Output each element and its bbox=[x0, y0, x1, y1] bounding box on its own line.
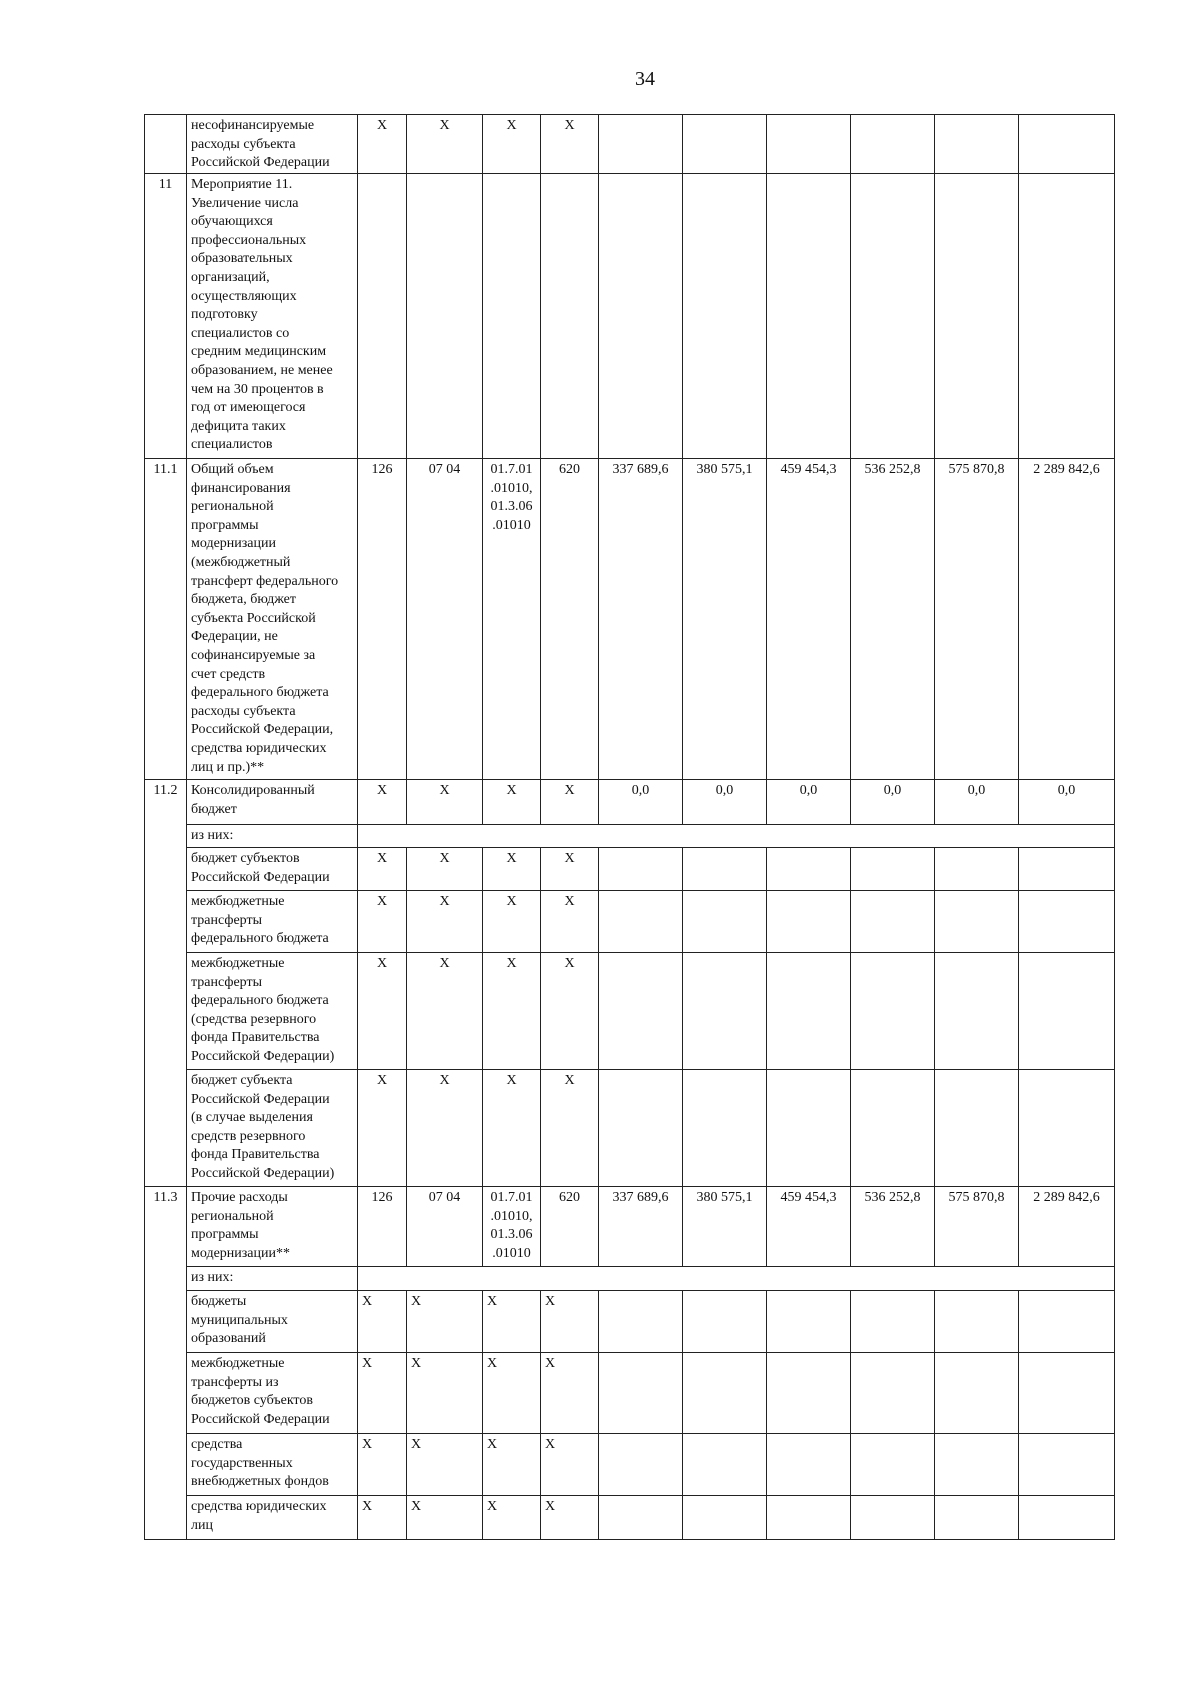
section-code-cell: X bbox=[407, 1070, 483, 1187]
year-1-cell: 0,0 bbox=[599, 780, 683, 825]
year-2-cell bbox=[683, 174, 767, 459]
year-4-cell: 536 252,8 bbox=[851, 459, 935, 780]
target-code-cell: X bbox=[483, 1353, 541, 1434]
year-4-cell bbox=[851, 174, 935, 459]
total-cell: 2 289 842,6 bbox=[1019, 1187, 1115, 1267]
section-code-cell: X bbox=[407, 780, 483, 825]
section-code-cell: X bbox=[407, 891, 483, 953]
expense-type-cell: X bbox=[541, 1353, 599, 1434]
table-row bbox=[145, 848, 1115, 891]
year-5-cell: 0,0 bbox=[935, 780, 1019, 825]
target-code-cell: X bbox=[483, 1434, 541, 1496]
admin-code-cell: X bbox=[358, 1353, 407, 1434]
target-code-cell: X bbox=[483, 115, 541, 174]
merged-empty-cell bbox=[358, 1267, 1115, 1291]
table-row bbox=[145, 1187, 1115, 1267]
admin-code-cell: X bbox=[358, 891, 407, 953]
section-code-cell: X bbox=[407, 953, 483, 1070]
year-4-cell: 536 252,8 bbox=[851, 1187, 935, 1267]
year-4-cell bbox=[851, 115, 935, 174]
year-4-cell: 0,0 bbox=[851, 780, 935, 825]
table-row bbox=[145, 891, 1115, 953]
merged-empty-cell bbox=[358, 825, 1115, 848]
target-code-cell: X bbox=[483, 848, 541, 891]
expense-type-cell: X bbox=[541, 115, 599, 174]
expense-type-cell: X bbox=[541, 1434, 599, 1496]
section-code-cell: X bbox=[407, 115, 483, 174]
expense-type-cell: X bbox=[541, 848, 599, 891]
expense-type-cell: X bbox=[541, 1070, 599, 1187]
section-code-cell: X bbox=[407, 1434, 483, 1496]
year-5-cell bbox=[935, 174, 1019, 459]
table-row bbox=[145, 1070, 1115, 1187]
table-row bbox=[145, 1267, 1115, 1291]
year-3-cell bbox=[767, 115, 851, 174]
table-row bbox=[145, 1291, 1115, 1353]
table-row bbox=[145, 115, 1115, 174]
row-number-cell: 11.1 bbox=[145, 459, 187, 780]
total-cell bbox=[1019, 115, 1115, 174]
target-code-cell: X bbox=[483, 1496, 541, 1540]
row-description: бюджет субъекта Российской Федерации (в случае выделения средств резервного фонда Правительства Российской Федерации) bbox=[187, 1070, 358, 1187]
expense-type-cell: X bbox=[541, 891, 599, 953]
table-row bbox=[145, 1496, 1115, 1540]
admin-code-cell: X bbox=[358, 1496, 407, 1540]
expense-type-cell: 620 bbox=[541, 1187, 599, 1267]
row-description: несофинансируемые расходы субъекта Российской Федерации bbox=[187, 115, 358, 174]
admin-code-cell bbox=[358, 174, 407, 459]
target-code-cell bbox=[483, 174, 541, 459]
section-code-cell: 07 04 bbox=[407, 1187, 483, 1267]
admin-code-cell: X bbox=[358, 115, 407, 174]
row-description: из них: bbox=[187, 825, 358, 848]
year-5-cell: 575 870,8 bbox=[935, 1187, 1019, 1267]
table-row bbox=[145, 825, 1115, 848]
row-description: из них: bbox=[187, 1267, 358, 1291]
year-5-cell: 575 870,8 bbox=[935, 459, 1019, 780]
section-code-cell: X bbox=[407, 1496, 483, 1540]
target-code-cell: 01.7.01 .01010, 01.3.06 .01010 bbox=[483, 459, 541, 780]
expense-type-cell: X bbox=[541, 780, 599, 825]
table-row bbox=[145, 780, 1115, 825]
section-code-cell: X bbox=[407, 1353, 483, 1434]
row-number-cell: 11.2 bbox=[145, 780, 187, 1187]
row-description: бюджет субъектов Российской Федерации bbox=[187, 848, 358, 891]
section-code-cell: X bbox=[407, 848, 483, 891]
year-1-cell: 337 689,6 bbox=[599, 459, 683, 780]
year-3-cell: 0,0 bbox=[767, 780, 851, 825]
row-description: Мероприятие 11. Увеличение числа обучающихся профессиональных образовательных организаций, осуществляющих подготовку специалистов со средним медицинским образованием, не менее чем на 30 процентов в год от имеющегося дефицита таких специалистов bbox=[187, 174, 358, 459]
expense-type-cell: X bbox=[541, 1291, 599, 1353]
row-number-cell: 11 bbox=[145, 174, 187, 459]
row-description: межбюджетные трансферты федерального бюджета bbox=[187, 891, 358, 953]
table-row bbox=[145, 174, 1115, 459]
total-cell: 0,0 bbox=[1019, 780, 1115, 825]
section-code-cell: 07 04 bbox=[407, 459, 483, 780]
row-description: межбюджетные трансферты из бюджетов субъектов Российской Федерации bbox=[187, 1353, 358, 1434]
row-number-cell: 11.3 bbox=[145, 1187, 187, 1540]
target-code-cell: X bbox=[483, 1291, 541, 1353]
target-code-cell: X bbox=[483, 953, 541, 1070]
year-2-cell: 0,0 bbox=[683, 780, 767, 825]
row-description: Консолидированный бюджет bbox=[187, 780, 358, 825]
row-description: средства государственных внебюджетных фондов bbox=[187, 1434, 358, 1496]
financing-table bbox=[144, 114, 1115, 1540]
admin-code-cell: 126 bbox=[358, 1187, 407, 1267]
row-description: межбюджетные трансферты федерального бюджета (средства резервного фонда Правительства Российской Федерации) bbox=[187, 953, 358, 1070]
target-code-cell: X bbox=[483, 891, 541, 953]
expense-type-cell: 620 bbox=[541, 459, 599, 780]
admin-code-cell: X bbox=[358, 1434, 407, 1496]
row-description: Прочие расходы региональной программы модернизации** bbox=[187, 1187, 358, 1267]
expense-type-cell bbox=[541, 174, 599, 459]
year-2-cell bbox=[683, 115, 767, 174]
year-3-cell: 459 454,3 bbox=[767, 459, 851, 780]
admin-code-cell: X bbox=[358, 780, 407, 825]
year-1-cell: 337 689,6 bbox=[599, 1187, 683, 1267]
expense-type-cell: X bbox=[541, 1496, 599, 1540]
row-description: средства юридических лиц bbox=[187, 1496, 358, 1540]
section-code-cell bbox=[407, 174, 483, 459]
year-1-cell bbox=[599, 115, 683, 174]
row-description: Общий объем финансирования региональной программы модернизации (межбюджетный трансферт федерального бюджета, бюджет субъекта Российской Федерации, не софинансируемые за счет средств федерального бюджета расходы субъекта Российской Федерации, средства юридических лиц и пр.)** bbox=[187, 459, 358, 780]
total-cell bbox=[1019, 174, 1115, 459]
table-row bbox=[145, 1353, 1115, 1434]
year-5-cell bbox=[935, 115, 1019, 174]
year-2-cell: 380 575,1 bbox=[683, 459, 767, 780]
target-code-cell: 01.7.01 .01010, 01.3.06 .01010 bbox=[483, 1187, 541, 1267]
admin-code-cell: 126 bbox=[358, 459, 407, 780]
year-3-cell: 459 454,3 bbox=[767, 1187, 851, 1267]
expense-type-cell: X bbox=[541, 953, 599, 1070]
target-code-cell: X bbox=[483, 780, 541, 825]
admin-code-cell: X bbox=[358, 1070, 407, 1187]
total-cell: 2 289 842,6 bbox=[1019, 459, 1115, 780]
admin-code-cell: X bbox=[358, 953, 407, 1070]
table-row bbox=[145, 953, 1115, 1070]
target-code-cell: X bbox=[483, 1070, 541, 1187]
admin-code-cell: X bbox=[358, 1291, 407, 1353]
row-description: бюджеты муниципальных образований bbox=[187, 1291, 358, 1353]
table-row bbox=[145, 459, 1115, 780]
section-code-cell: X bbox=[407, 1291, 483, 1353]
admin-code-cell: X bbox=[358, 848, 407, 891]
year-3-cell bbox=[767, 174, 851, 459]
page-number: 34 bbox=[635, 68, 655, 90]
table-row bbox=[145, 1434, 1115, 1496]
year-2-cell: 380 575,1 bbox=[683, 1187, 767, 1267]
year-1-cell bbox=[599, 174, 683, 459]
row-number-cell bbox=[145, 115, 187, 174]
